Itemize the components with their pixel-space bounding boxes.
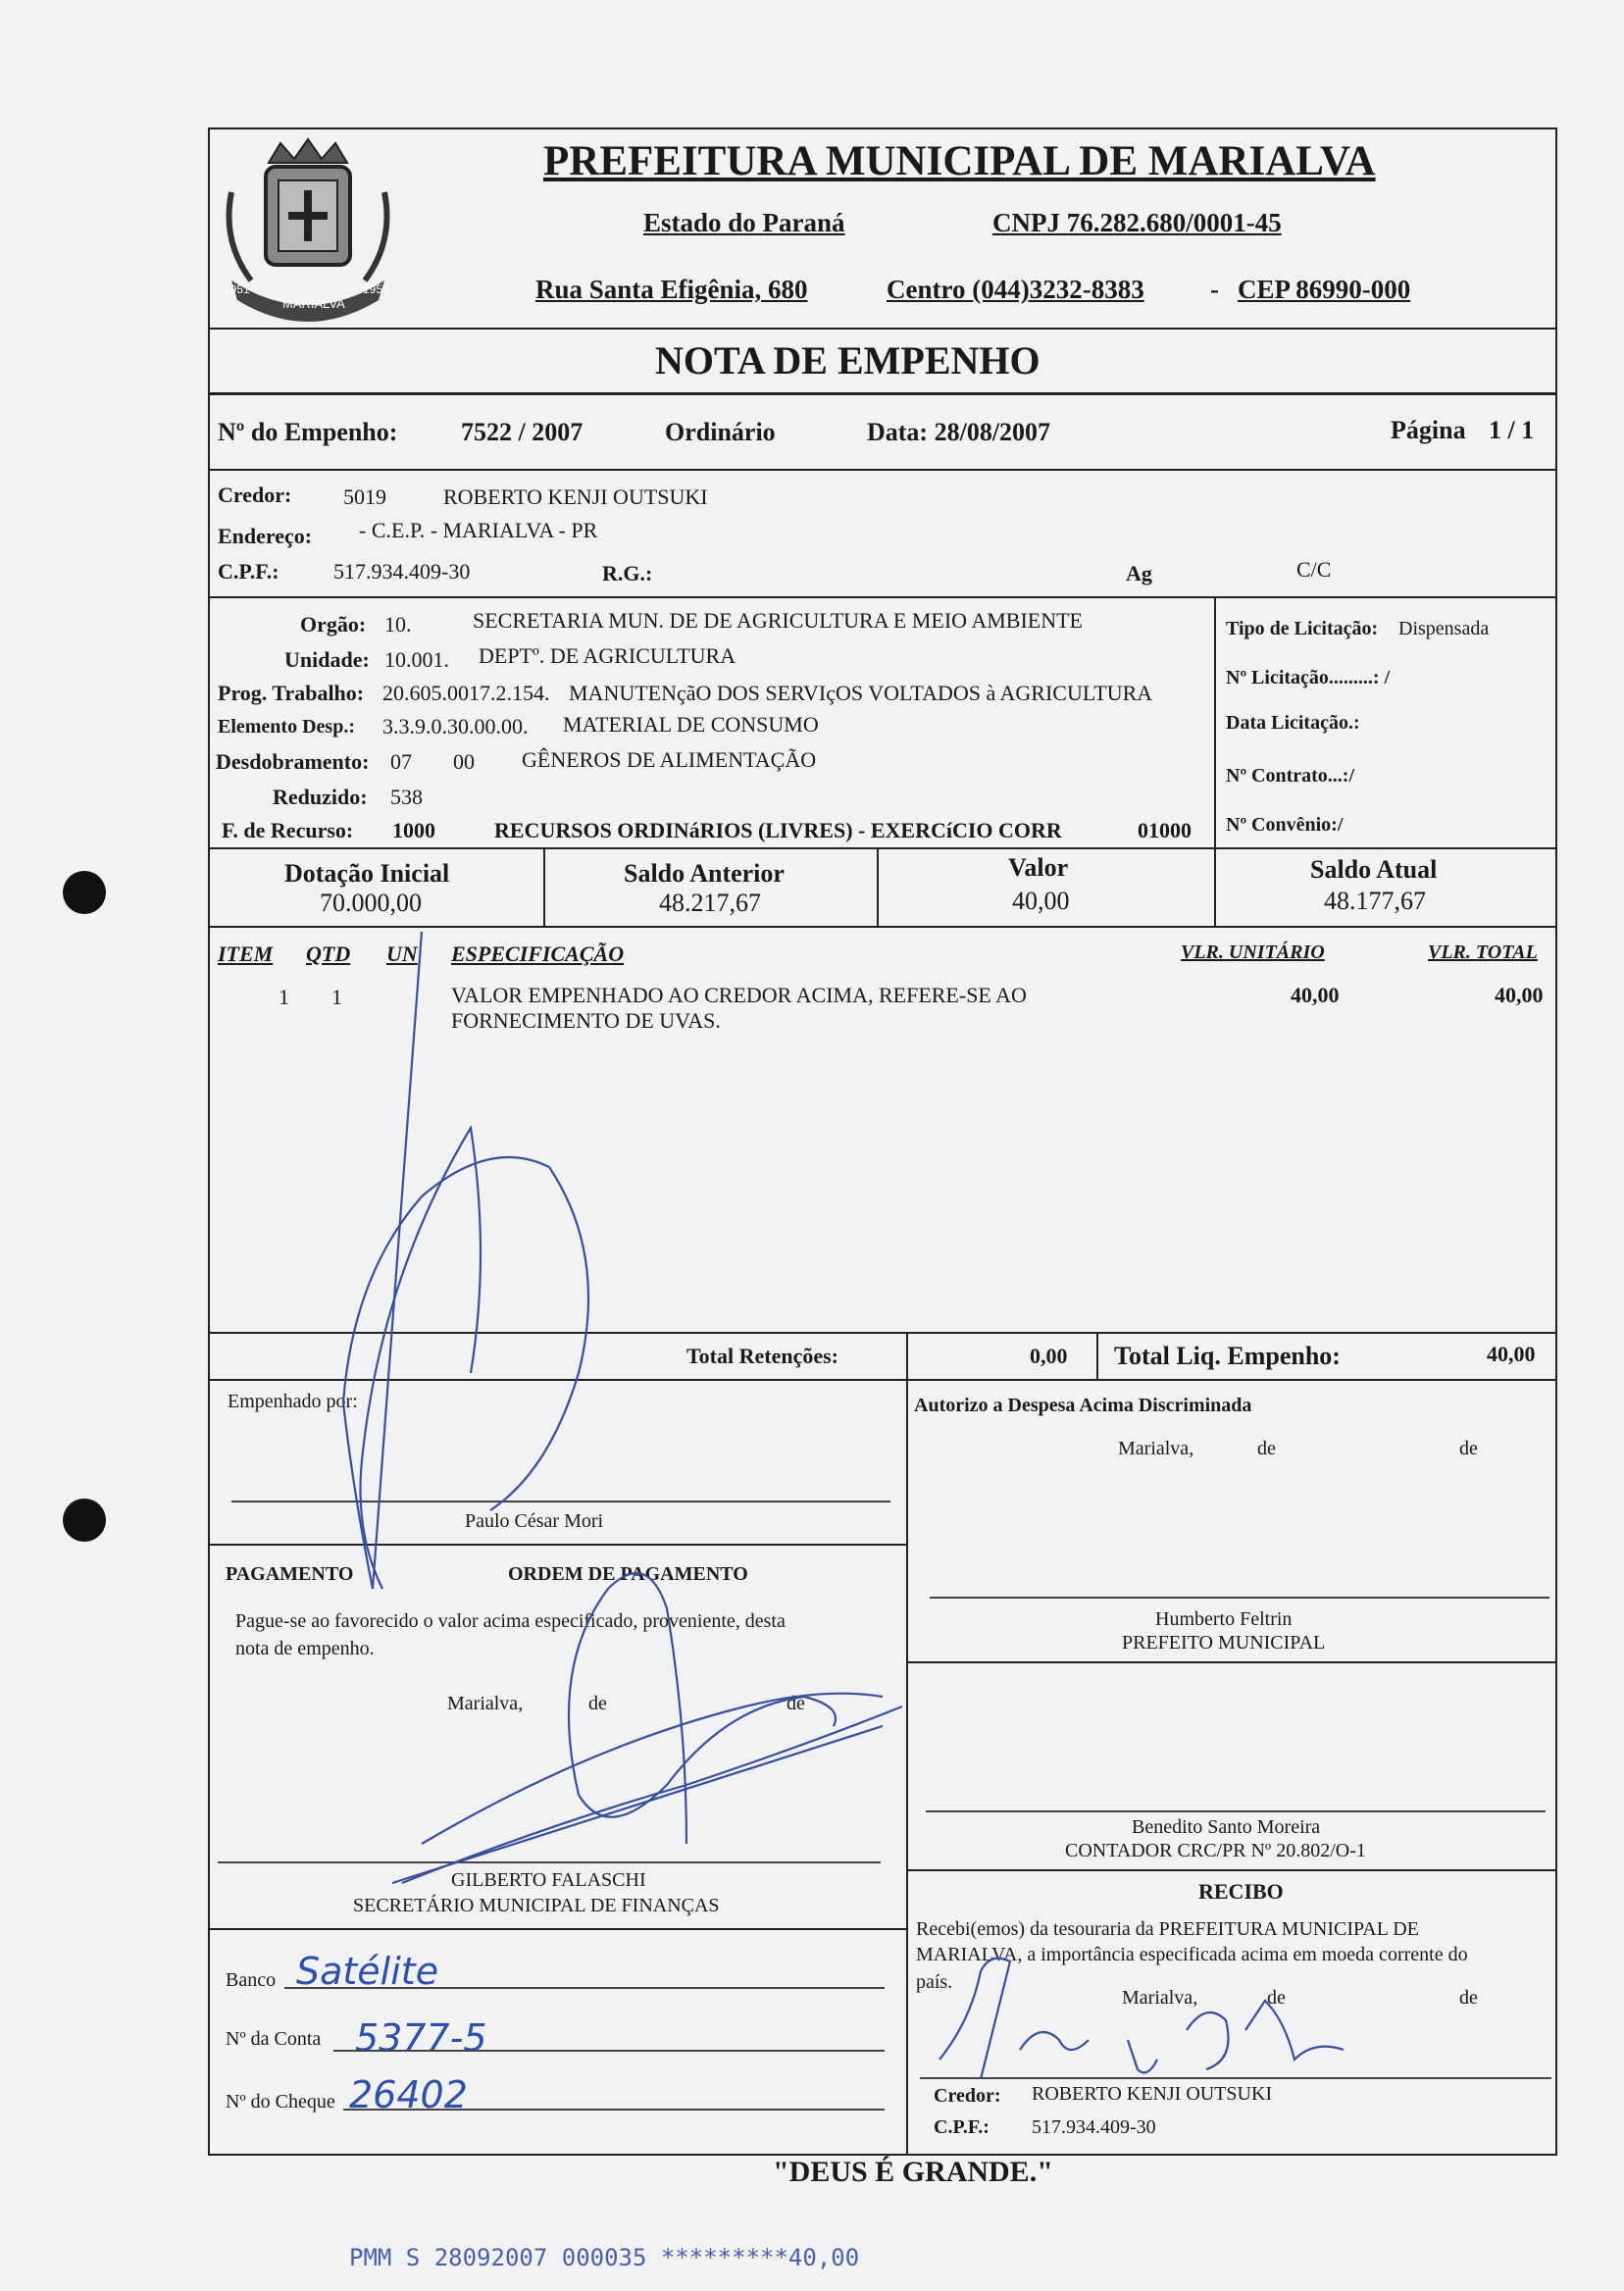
punch-hole-bottom — [63, 1499, 106, 1542]
endereco-label: Endereço: — [218, 524, 313, 548]
recurso-desc: RECURSOS ORDINáRIOS (LIVRES) - EXERCíCIO CORR — [494, 818, 1062, 842]
saldo-divider-1 — [543, 847, 545, 928]
autorizo-label: Autorizo a Despesa Acima Discriminada — [914, 1395, 1252, 1416]
credor-name: ROBERTO KENJI OUTSUKI — [443, 484, 708, 509]
banco-value: Satélite — [296, 1950, 439, 1993]
retencoes-label: Total Retenções: — [686, 1344, 838, 1368]
prefeito-role: PREFEITO MUNICIPAL — [1122, 1632, 1326, 1654]
recibo-signature-line — [920, 2077, 1551, 2079]
recibo-credor-name: ROBERTO KENJI OUTSUKI — [1032, 2083, 1273, 2105]
elemento-desc: MATERIAL DE CONSUMO — [563, 712, 819, 737]
anterior-value: 48.217,67 — [659, 889, 761, 917]
desdobramento-desc: GÊNEROS DE ALIMENTAÇÃO — [522, 747, 817, 772]
liquido-value: 40,00 — [1487, 1342, 1536, 1366]
recibo-de2: de — [1459, 1987, 1478, 2009]
address-separator: - — [1210, 275, 1219, 304]
dotacao-value: 70.000,00 — [320, 889, 422, 917]
prog-desc: MANUTENçãO DOS SERVIçOS VOLTADOS à AGRICULTURA — [569, 681, 1153, 705]
endereco-value: - C.E.P. - MARIALVA - PR — [359, 518, 598, 542]
cc-label: C/C — [1296, 557, 1332, 582]
rg-label: R.G.: — [602, 561, 653, 585]
elemento-code: 3.3.9.0.30.00.00. — [382, 714, 529, 738]
pagamento-text-2: nota de empenho. — [235, 1638, 375, 1659]
recibo-cpf-value: 517.934.409-30 — [1032, 2116, 1156, 2138]
reduzido-value: 538 — [390, 785, 423, 809]
address-label: Rua Santa Efigênia, 680 — [535, 275, 808, 304]
bank-authentication-stamp: PMM S 28092007 000035 *********40,00 — [349, 2244, 860, 2271]
secretario-role: SECRETÁRIO MUNICIPAL DE FINANÇAS — [353, 1895, 720, 1916]
banco-line — [284, 1987, 885, 1989]
saldo-divider-2 — [877, 847, 879, 928]
autorizo-de1: de — [1257, 1438, 1276, 1459]
contador-name: Benedito Santo Moreira — [1132, 1816, 1321, 1838]
col-item: ITEM — [218, 942, 274, 966]
licitacao-tipo: Dispensada — [1398, 618, 1490, 639]
recurso-code: 1000 — [392, 818, 435, 842]
recibo-place: Marialva, — [1122, 1987, 1198, 2009]
row-unit-value: 40,00 — [1291, 983, 1340, 1007]
licitacao-numero: Nº Licitação.........: / — [1226, 667, 1391, 688]
row-spec-line1: VALOR EMPENHADO AO CREDOR ACIMA, REFERE-SE AO — [451, 983, 1027, 1007]
empenho-number: 7522 / 2007 — [461, 418, 584, 446]
recibo-text-1: Recebi(emos) da tesouraria da PREFEITURA MUNICIPAL DE — [916, 1918, 1419, 1940]
row-spec-line2: FORNECIMENTO DE UVAS. — [451, 1008, 721, 1033]
divider-empenhado — [208, 1544, 906, 1546]
ag-label: Ag — [1126, 561, 1152, 585]
prog-code: 20.605.0017.2.154. — [382, 681, 550, 705]
licitacao-convenio: Nº Convênio:/ — [1226, 814, 1344, 836]
document-title: NOTA DE EMPENHO — [655, 338, 1040, 382]
liquido-label: Total Liq. Empenho: — [1114, 1342, 1341, 1370]
cpf-label: C.P.F.: — [218, 559, 279, 584]
pagamento-de2: de — [787, 1693, 805, 1714]
cep-label: CEP 86990-000 — [1238, 275, 1411, 304]
anterior-label: Saldo Anterior — [624, 859, 785, 888]
col-total-value: VLR. TOTAL — [1428, 942, 1538, 963]
col-unit-value: VLR. UNITÁRIO — [1181, 942, 1325, 963]
divider-pagamento — [208, 1928, 906, 1930]
desdobramento-label: Desdobramento: — [216, 749, 370, 774]
totals-divider-2 — [1096, 1332, 1098, 1381]
autorizo-place: Marialva, — [1118, 1438, 1194, 1459]
prog-label: Prog. Trabalho: — [218, 681, 365, 705]
unidade-label: Unidade: — [284, 647, 370, 672]
cheque-value: 26402 — [349, 2073, 468, 2116]
recurso-ref: 01000 — [1138, 818, 1192, 842]
divider-saldos — [208, 926, 1557, 928]
contador-signature-line — [926, 1810, 1546, 1812]
atual-label: Saldo Atual — [1310, 855, 1438, 884]
city-seal — [212, 133, 404, 326]
conta-value: 5377-5 — [355, 2016, 487, 2060]
recibo-cpf-label: C.P.F.: — [934, 2116, 990, 2138]
credor-code: 5019 — [343, 484, 386, 509]
empenho-label: Nº do Empenho: — [218, 418, 398, 446]
elemento-label: Elemento Desp.: — [218, 716, 355, 738]
prefeito-name: Humberto Feltrin — [1155, 1608, 1293, 1630]
cheque-line — [343, 2109, 885, 2111]
valor-label: Valor — [1008, 853, 1069, 882]
empenhado-name: Paulo César Mori — [465, 1510, 604, 1532]
cnpj-label: CNPJ 76.282.680/0001-45 — [992, 208, 1282, 237]
desdobramento-code: 07 — [390, 749, 412, 774]
totals-divider-1 — [906, 1332, 908, 1381]
saldo-divider-3 — [1214, 847, 1216, 928]
seal-year-left: 1951 — [224, 282, 250, 296]
cheque-label: Nº do Cheque — [226, 2091, 335, 2113]
divider-header — [208, 328, 1557, 330]
empenhado-signature-line — [231, 1501, 890, 1502]
licitacao-data: Data Licitação.: — [1226, 712, 1360, 734]
divider-title — [208, 392, 1557, 395]
divider-credor — [208, 596, 1557, 598]
autorizo-signature-line — [930, 1597, 1549, 1599]
centro-phone-label: Centro (044)3232-8383 — [887, 275, 1144, 304]
licitacao-tipo-label: Tipo de Licitação: — [1226, 618, 1379, 639]
orgao-label: Orgão: — [300, 612, 367, 636]
recurso-label: F. de Recurso: — [222, 818, 354, 842]
recibo-text-3: país. — [916, 1971, 953, 1993]
signature-split — [906, 1379, 908, 2156]
contador-role: CONTADOR CRC/PR Nº 20.802/O-1 — [1065, 1840, 1366, 1861]
conta-line — [333, 2050, 885, 2052]
row-total-value: 40,00 — [1495, 983, 1544, 1007]
empenho-type: Ordinário — [665, 418, 776, 446]
retencoes-value: 0,00 — [1030, 1344, 1068, 1368]
page-label: Página — [1391, 416, 1466, 444]
unidade-desc: DEPTº. DE AGRICULTURA — [479, 643, 736, 668]
desdobramento-sub: 00 — [453, 749, 475, 774]
seal-year-right: 1952 — [363, 282, 389, 296]
page-title: PREFEITURA MUNICIPAL DE MARIALVA — [543, 138, 1376, 184]
seal-ribbon-text: MARIALVA — [282, 296, 345, 311]
credor-label: Credor: — [218, 483, 292, 507]
pagamento-signature-line — [218, 1861, 881, 1863]
recibo-de1: de — [1267, 1987, 1286, 2009]
banco-label: Banco — [226, 1969, 277, 1991]
licitacao-contrato: Nº Contrato...:/ — [1226, 765, 1355, 787]
autorizo-de2: de — [1459, 1438, 1478, 1459]
divider-contador — [906, 1869, 1557, 1871]
divider-budget — [208, 847, 1557, 849]
pagamento-de1: de — [588, 1693, 607, 1714]
row-qtd: 1 — [331, 985, 342, 1009]
cpf-value: 517.934.409-30 — [333, 559, 471, 584]
dotacao-label: Dotação Inicial — [284, 859, 450, 888]
empenhado-label: Empenhado por: — [228, 1391, 358, 1412]
valor-value: 40,00 — [1012, 887, 1070, 915]
empenho-date: Data: 28/08/2007 — [867, 418, 1051, 446]
page-number: 1 / 1 — [1489, 416, 1535, 444]
ordem-pagamento-label: ORDEM DE PAGAMENTO — [508, 1563, 748, 1585]
motto: "DEUS É GRANDE." — [773, 2156, 1053, 2188]
divider-totals-top — [208, 1332, 1557, 1334]
col-spec: ESPECIFICAÇÃO — [451, 942, 625, 966]
orgao-code: 10. — [384, 612, 412, 636]
pagamento-text-1: Pague-se ao favorecido o valor acima especificado, proveniente, desta — [235, 1610, 786, 1632]
col-qtd: QTD — [306, 942, 351, 966]
pagamento-label: PAGAMENTO — [226, 1563, 354, 1585]
orgao-desc: SECRETARIA MUN. DE DE AGRICULTURA E MEIO AMBIENTE — [473, 608, 1083, 633]
divider-empenho — [208, 469, 1557, 471]
recibo-title: RECIBO — [1198, 1879, 1284, 1904]
divider-licitacao — [1214, 596, 1216, 847]
recibo-credor-label: Credor: — [934, 2085, 1001, 2107]
col-un: UN — [386, 942, 418, 966]
divider-prefeito — [906, 1661, 1557, 1663]
secretario-name: GILBERTO FALASCHI — [451, 1869, 646, 1891]
row-item: 1 — [279, 985, 289, 1009]
conta-label: Nº da Conta — [226, 2028, 322, 2050]
pagamento-place: Marialva, — [447, 1693, 524, 1714]
divider-totals-bottom — [208, 1379, 1557, 1381]
atual-value: 48.177,67 — [1324, 887, 1426, 915]
unidade-code: 10.001. — [384, 647, 449, 672]
reduzido-label: Reduzido: — [273, 785, 368, 809]
state-label: Estado do Paraná — [643, 208, 845, 237]
recibo-text-2: MARIALVA, a importância especificada acima em moeda corrente do — [916, 1944, 1468, 1965]
punch-hole-top — [63, 871, 106, 914]
